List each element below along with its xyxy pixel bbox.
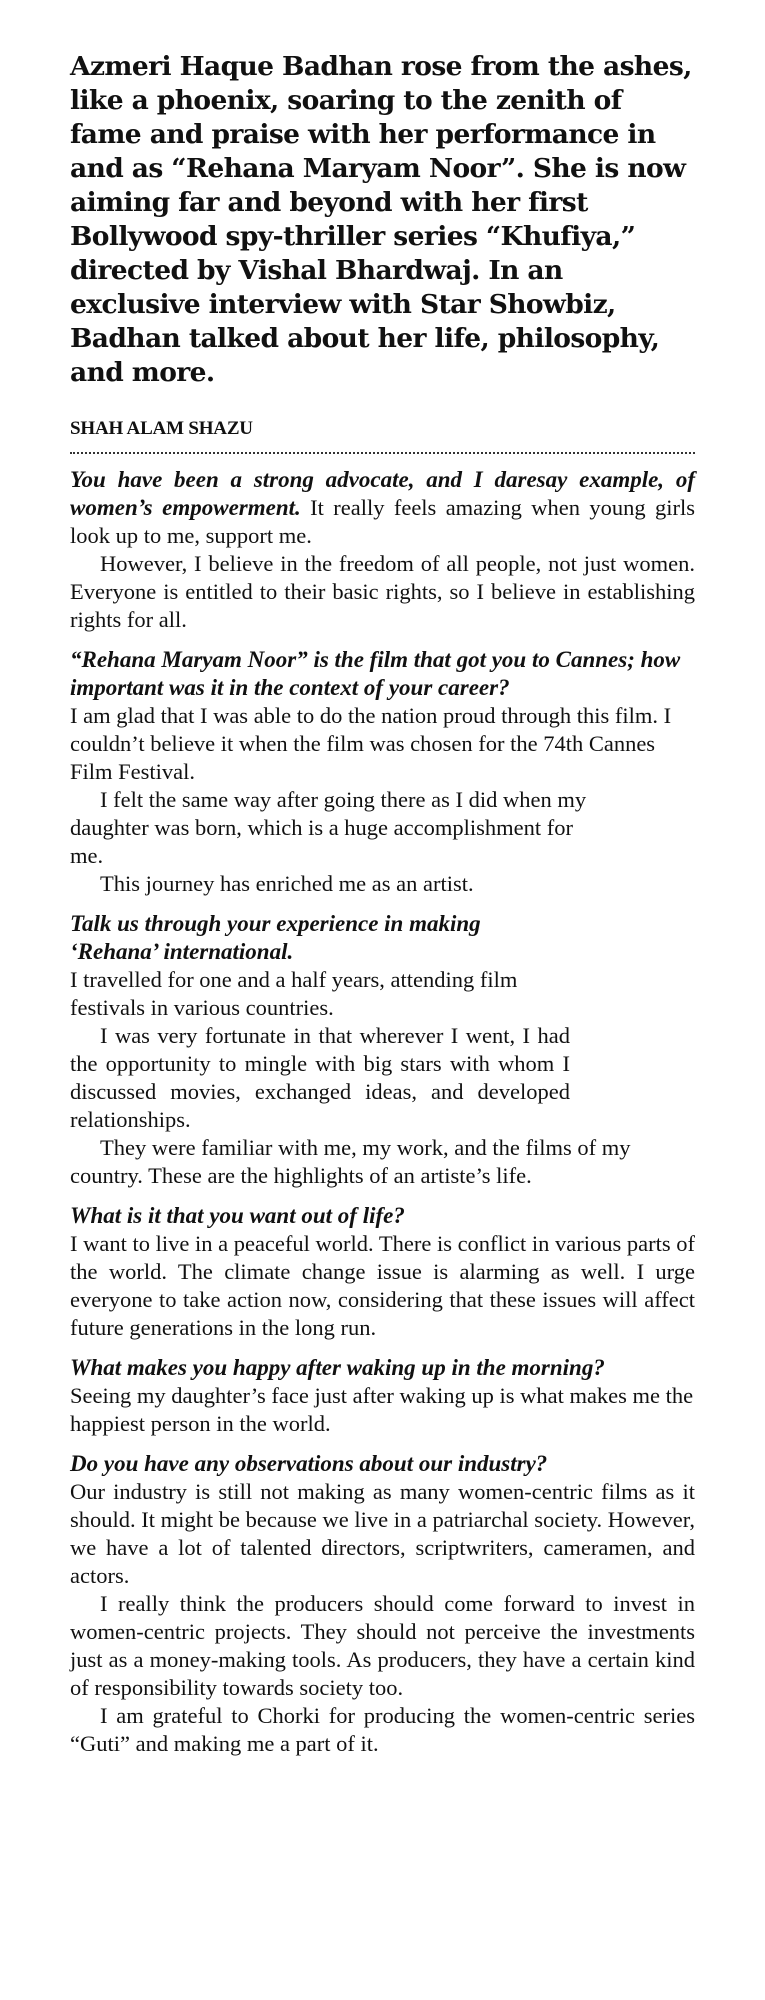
qa-block: [70, 910, 570, 1134]
answer-paragraph: I am grateful to Chorki for producing the women-centric series “Guti” and making me a part of it.: [70, 1703, 695, 1756]
answer-paragraph: I am glad that I was able to do the nation proud through this film. I couldn’t believe it when the film was chosen for the 74th Cannes Film Festival.: [70, 703, 672, 784]
answer-paragraph: I travelled for one and a half years, attending film festivals in various countries.: [70, 967, 518, 1020]
question: What makes you happy after waking up in the morning?: [70, 1355, 605, 1380]
question: What is it that you want out of life?: [70, 1203, 405, 1228]
question: Do you have any observations about our industry?: [70, 1451, 548, 1476]
qa-continuation: [70, 1134, 695, 1190]
answer-paragraph: This journey has enriched me as an artist.: [100, 871, 474, 896]
answer-paragraph: Seeing my daughter’s face just after waking up is what makes me the happiest person in the world.: [70, 1383, 694, 1436]
qa-block: [70, 1354, 695, 1438]
qa-block: [70, 466, 695, 634]
qa-block: [70, 1202, 695, 1342]
question: Talk us through your experience in making ‘Rehana’ international.: [70, 911, 481, 964]
answer-paragraph: However, I believe in the freedom of all people, not just women. Everyone is entitled to their basic rights, so I believe in establishing rights for all.: [70, 551, 695, 632]
question: You have been a strong advocate, and I daresay example, of women’s empowerment.: [70, 467, 695, 520]
answer-paragraph: They were familiar with me, my work, and the films of my country. These are the highlights of an artiste’s life.: [70, 1135, 631, 1188]
answer-paragraph: [70, 466, 695, 550]
answer-paragraph: I really think the producers should come forward to invest in women-centric projects. They should not perceive the investments just as a money-making tools. As producers, they have a certain kind of responsibility towards society too.: [70, 1591, 695, 1700]
answer-text: It really feels amazing when young girls look up to me, support me.: [70, 495, 696, 548]
qa-block: [70, 1450, 695, 1758]
answer-paragraph: Our industry is still not making as many women-centric films as it should. It might be because we live in a patriarchal society. However, we have a lot of talented directors, scriptwriters, cameramen, and actors.: [70, 1479, 695, 1588]
qa-block: [70, 646, 695, 898]
answer-paragraph: I want to live in a peaceful world. There is conflict in various parts of the world. The climate change issue is alarming as well. I urge everyone to take action now, considering that these issues will affect future generations in the long run.: [70, 1231, 696, 1340]
question: “Rehana Maryam Noor” is the film that got you to Cannes; how important was it in the context of your career?: [70, 647, 681, 700]
byline: SHAH ALAM SHAZU: [70, 418, 695, 454]
answer-paragraph: I felt the same way after going there as I did when my daughter was born, which is a huge accomplishment for me.: [70, 787, 587, 868]
answer-paragraph: I was very fortunate in that wherever I went, I had the opportunity to mingle with big stars with whom I discussed movies, exchanged ideas, and developed relationships.: [70, 1023, 570, 1132]
article-intro: Azmeri Haque Badhan rose from the ashes, like a phoenix, soaring to the zenith of fame and praise with her performance in and as “Rehana Maryam Noor”. She is now aiming far and beyond with her first Bollywood spy-thriller series “Khufiya,” directed by Vishal Bhardwaj. In an exclusive interview with Star Showbiz, Badhan talked about her life, philosophy, and more.: [70, 51, 692, 388]
